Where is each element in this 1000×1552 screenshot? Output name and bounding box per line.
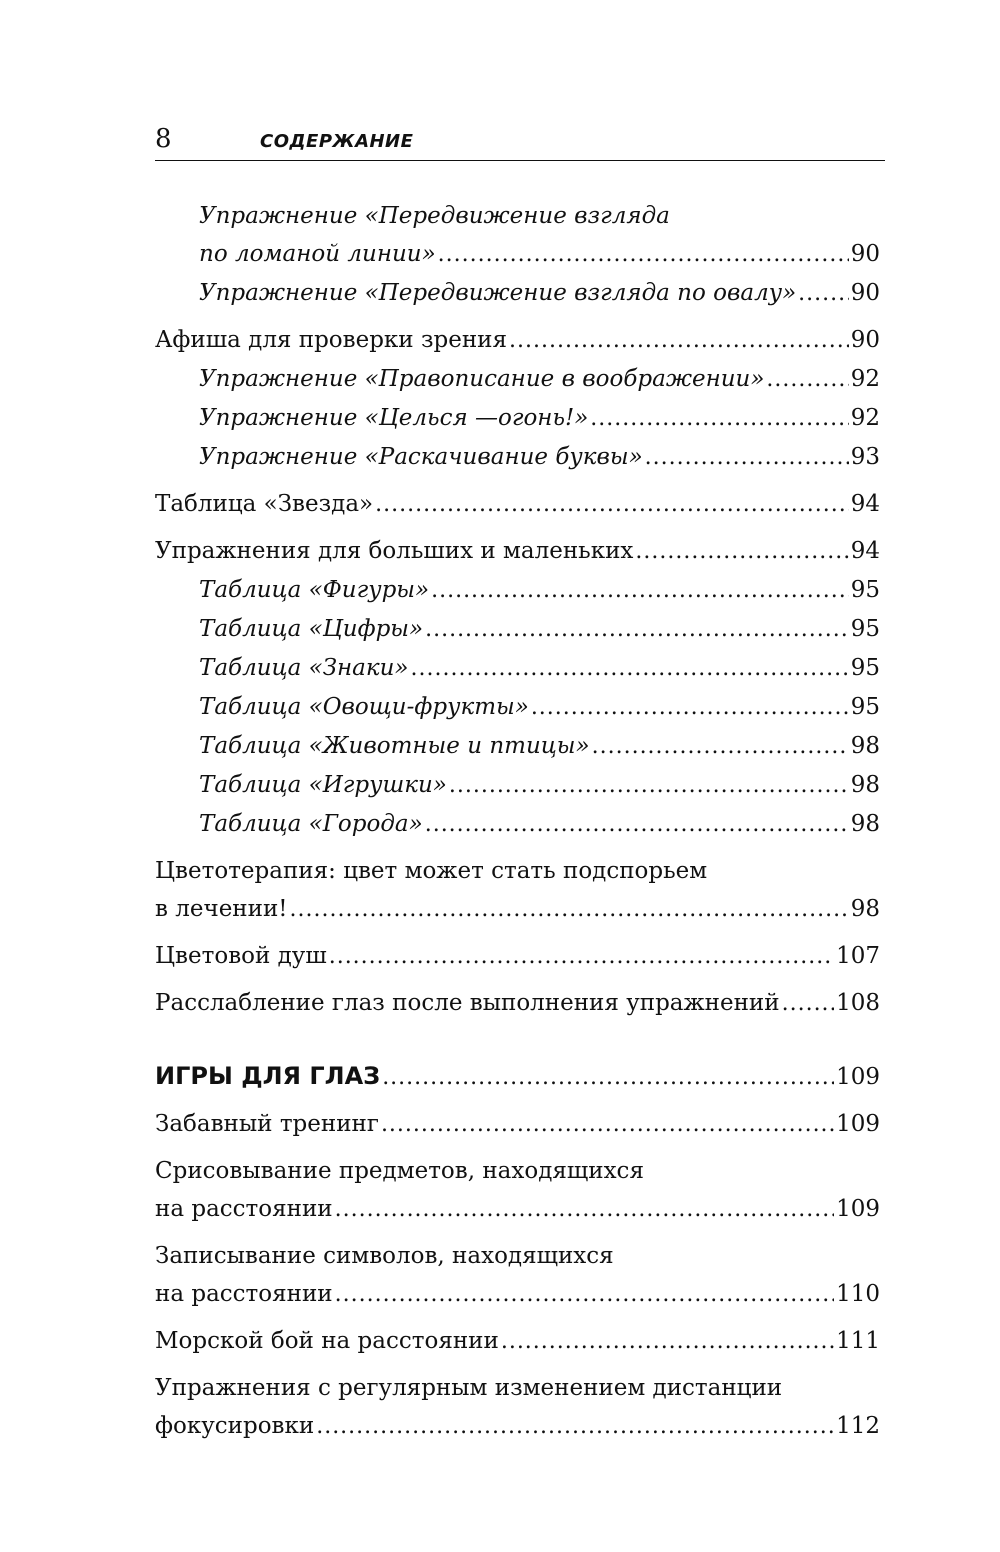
dot-leader [501,1322,834,1361]
toc-entry [155,571,880,610]
dot-leader [381,1105,834,1144]
toc-entry-row [199,274,880,313]
dot-leader [335,1275,834,1314]
dot-leader [798,274,849,313]
toc-entry-page-number: 95 [850,694,880,720]
toc-entry [155,1369,880,1446]
toc-entry [155,1322,880,1361]
table-of-contents [155,197,880,1446]
toc-entry-row [155,485,880,524]
toc-entry-title-line: Срисовывание предметов, находящихся [155,1158,644,1184]
toc-entry [155,321,880,360]
toc-entry [155,1237,880,1314]
toc-entry-row [155,1275,880,1314]
toc-entry [155,852,880,929]
toc-entry-page-number: 95 [850,577,880,603]
toc-entry-page-number: 98 [850,733,880,759]
toc-entry-page-number: 98 [850,896,880,922]
toc-entry-page-number: 94 [850,538,880,564]
toc-entry-title: Таблица «Овощи-фрукты» [199,694,529,720]
toc-entry-row [155,532,880,571]
dot-leader [438,235,849,274]
toc-entry-row [199,571,880,610]
toc-entry-page-number: 109 [836,1196,880,1222]
dot-leader [431,571,849,610]
toc-entry-title: в лечении! [155,896,288,922]
toc-entry [155,399,880,438]
toc-entry [155,805,880,844]
toc-entry-title: Афиша для проверки зрения [155,327,507,353]
toc-entry-title-line: Цветотерапия: цвет может стать подспорьем [155,858,708,884]
dot-leader [449,766,849,805]
toc-entry [155,485,880,524]
toc-entry-page-number: 112 [836,1413,880,1439]
dot-leader [590,399,848,438]
toc-entry-title: Таблица «Знаки» [199,655,409,681]
toc-entry-page-number: 92 [850,405,880,431]
toc-entry-title: Упражнения для больших и маленьких [155,538,634,564]
toc-entry [155,688,880,727]
toc-entry-page-number: 90 [850,327,880,353]
toc-entry-page-number: 90 [850,241,880,267]
running-head: СОДЕРЖАНИЕ [260,131,414,152]
toc-entry-title-line: Упражнения с регулярным изменением дистанции [155,1375,783,1401]
toc-entry-page-number: 94 [850,491,880,517]
dot-leader [509,321,849,360]
toc-entry-title: Таблица «Игрушки» [199,772,447,798]
toc-entry-row [199,438,880,477]
toc-entry-title: Упражнение «Передвижение взгляда по овалу» [199,280,797,306]
toc-entry-title: Таблица «Фигуры» [199,577,430,603]
toc-entry-title: на расстоянии [155,1196,333,1222]
toc-entry-page-number: 111 [836,1328,880,1354]
toc-entry [155,1105,880,1144]
toc-entry-page-number: 110 [836,1281,880,1307]
page-number: 8 [155,124,172,154]
dot-leader [411,649,849,688]
toc-entry-title: Расслабление глаз после выполнения упражнений [155,990,780,1016]
toc-entry-title: по ломаной линии» [199,241,436,267]
toc-entry-page-number: 98 [850,772,880,798]
toc-entry-row [155,937,880,976]
toc-entry-row [155,890,880,929]
toc-section-heading [155,1057,880,1097]
toc-entry-page-number: 109 [836,1111,880,1137]
dot-leader [290,890,849,929]
dot-leader [335,1190,834,1229]
toc-entry-page-number: 107 [836,943,880,969]
toc-entry [155,274,880,313]
toc-entry-title-line: Записывание символов, находящихся [155,1243,614,1269]
dot-leader [375,485,849,524]
toc-entry [155,197,880,274]
toc-entry-title: Таблица «Звезда» [155,491,374,517]
toc-entry-title: Цветовой душ [155,943,327,969]
toc-entry [155,727,880,766]
toc-entry [155,984,880,1023]
toc-entry-page-number: 95 [850,616,880,642]
toc-entry-title: Упражнение «Целься —огонь!» [199,405,589,431]
toc-entry-title: Упражнение «Правописание в воображении» [199,366,765,392]
toc-entry-page-number: 92 [850,366,880,392]
page-header [155,120,885,161]
dot-leader [382,1057,834,1097]
toc-entry [155,649,880,688]
toc-entry-row [199,805,880,844]
toc-entry-row [155,321,880,360]
toc-entry-row [155,984,880,1023]
toc-entry [155,766,880,805]
dot-leader [531,688,849,727]
toc-entry-page-number: 109 [836,1064,880,1090]
toc-entry-title: Таблица «Животные и птицы» [199,733,590,759]
toc-entry [155,937,880,976]
toc-entry-row [199,360,880,399]
toc-entry-title: фокусировки [155,1413,315,1439]
toc-entry-title: на расстоянии [155,1281,333,1307]
toc-entry-title: Морской бой на расстоянии [155,1328,499,1354]
toc-entry [155,438,880,477]
toc-entry-title: ИГРЫ ДЛЯ ГЛАЗ [155,1062,381,1090]
toc-entry-row [199,610,880,649]
toc-entry-row [199,727,880,766]
dot-leader [635,532,848,571]
toc-entry [155,1152,880,1229]
toc-entry [155,532,880,571]
toc-entry-row [155,1322,880,1361]
toc-entry-title: Упражнение «Раскачивание буквы» [199,444,643,470]
toc-entry-page-number: 90 [850,280,880,306]
dot-leader [425,805,849,844]
toc-entry-row [199,688,880,727]
dot-leader [425,610,849,649]
toc-entry-row [199,649,880,688]
dot-leader [329,937,834,976]
toc-entry-page-number: 108 [836,990,880,1016]
dot-leader [592,727,849,766]
toc-entry-page-number: 93 [850,444,880,470]
toc-entry-row [155,1105,880,1144]
toc-entry-title: Таблица «Города» [199,811,423,837]
toc-entry-title: Забавный тренинг [155,1111,379,1137]
dot-leader [782,984,835,1023]
toc-entry-page-number: 98 [850,811,880,837]
toc-entry-row [155,1190,880,1229]
toc-entry-title: Таблица «Цифры» [199,616,424,642]
toc-entry [155,360,880,399]
toc-entry-page-number: 95 [850,655,880,681]
toc-entry-row [199,235,880,274]
toc-entry-title-line: Упражнение «Передвижение взгляда [199,203,670,229]
toc-entry [155,610,880,649]
toc-entry-row [199,766,880,805]
toc-entry-row [199,399,880,438]
dot-leader [645,438,849,477]
dot-leader [316,1407,834,1446]
toc-entry-row [155,1057,880,1097]
dot-leader [766,360,848,399]
toc-entry-row [155,1407,880,1446]
